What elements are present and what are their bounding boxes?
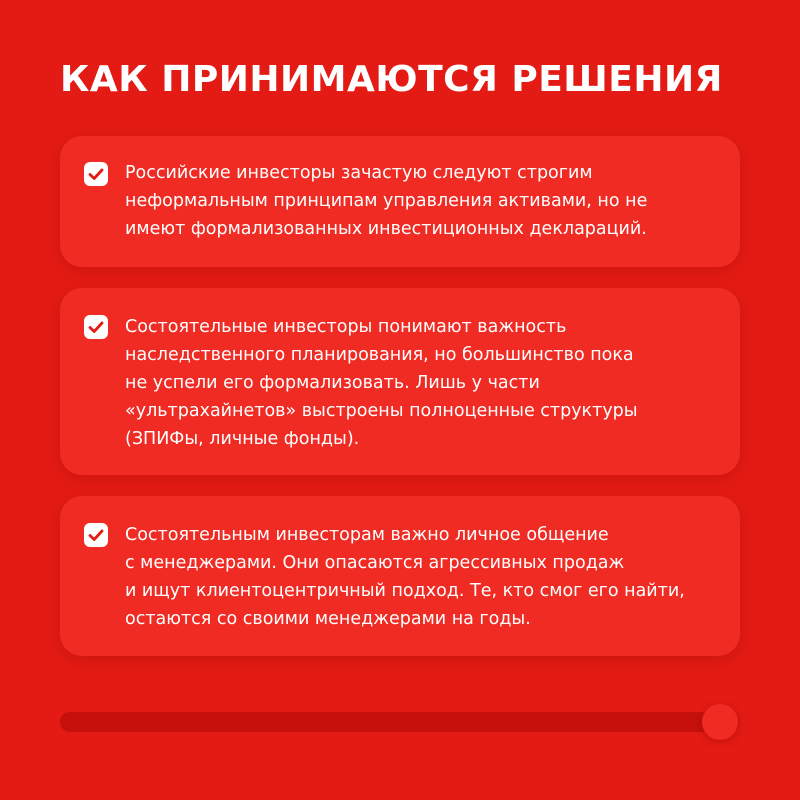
page-title: КАК ПРИНИМАЮТСЯ РЕШЕНИЯ	[60, 59, 723, 100]
card-text-line: (ЗПИФы, личные фонды).	[125, 429, 360, 449]
progress-handle[interactable]	[702, 704, 738, 740]
card-text-line: имеют формализованных инвестиционных деклараций.	[125, 219, 647, 239]
card-text-line: с менеджерами. Они опасаются агрессивных продаж	[125, 553, 625, 573]
card-text-line: наследственного планирования, но большинство пока	[125, 345, 634, 365]
card-text-line: и ищут клиентоцентричный подход. Те, кто смог его найти,	[125, 581, 685, 601]
card-text	[125, 521, 725, 633]
card-text-line: неформальным принципам управления активами, но не	[125, 191, 648, 211]
card-text-line: Российские инвесторы зачастую следуют строгим	[125, 163, 593, 183]
card-text-line: остаются со своими менеджерами на годы.	[125, 609, 531, 629]
card-text-line: Состоятельным инвесторам важно личное общение	[125, 525, 609, 545]
checkbox-checked-icon	[84, 162, 108, 186]
checkbox-checked-icon	[84, 523, 108, 547]
card-text-line: «ультрахайнетов» выстроены полноценные структуры	[125, 401, 638, 421]
progress-slider[interactable]	[60, 712, 740, 732]
card-text	[125, 313, 725, 453]
decision-card-2	[60, 288, 740, 475]
progress-fill	[60, 712, 720, 732]
card-text-line: Состоятельные инвесторы понимают важность	[125, 317, 567, 337]
card-text-line: не успели его формализовать. Лишь у части	[125, 373, 540, 393]
decision-card-3	[60, 496, 740, 656]
checkbox-checked-icon	[84, 315, 108, 339]
card-text	[125, 159, 725, 243]
decision-card-1	[60, 136, 740, 267]
